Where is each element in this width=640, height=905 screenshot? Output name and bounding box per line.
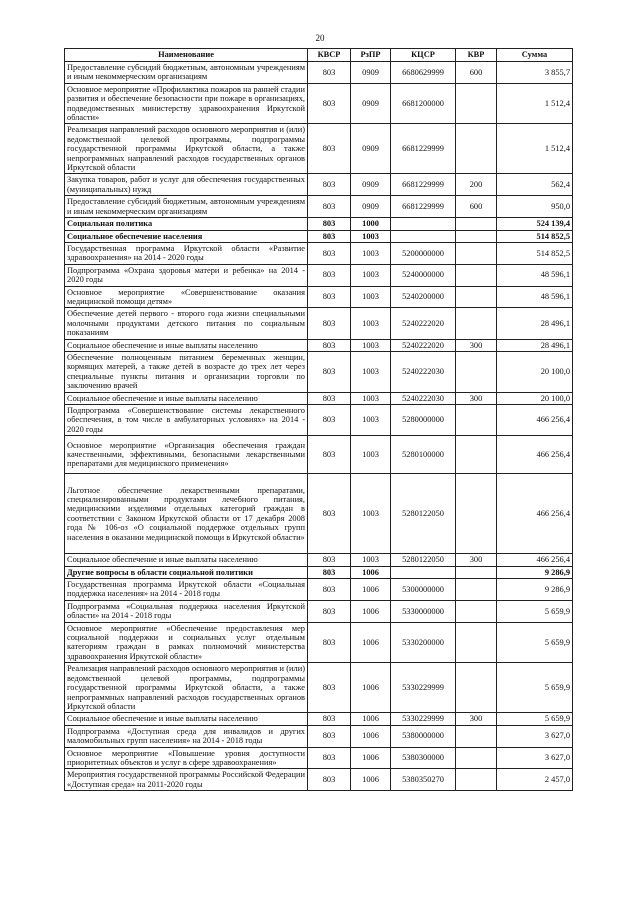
- cell-kvr: [456, 622, 497, 663]
- cell-kvsr: 803: [308, 474, 351, 554]
- cell-kcsr: 5240222030: [391, 392, 456, 404]
- cell-name: Основное мероприятие «Повышение уровня доступности приоритетных объектов и услуг в сфере здравоохранения»: [65, 747, 308, 769]
- cell-kcsr: 6681229999: [391, 196, 456, 218]
- cell-sum: 3 627,0: [497, 725, 573, 747]
- cell-kvsr: 803: [308, 351, 351, 392]
- cell-rzpr: 0909: [351, 196, 391, 218]
- cell-sum: 5 659,9: [497, 600, 573, 622]
- cell-name: Подпрограмма «Совершенствование системы лекарственного обеспечения, в том числе в амбулаторных условиях» на 2014 - 2020 годы: [65, 405, 308, 436]
- cell-name: Социальное обеспечение и иные выплаты населению: [65, 713, 308, 725]
- cell-kvr: [456, 600, 497, 622]
- cell-kvr: 300: [456, 554, 497, 566]
- table-row: [65, 725, 573, 747]
- cell-kvsr: 803: [308, 747, 351, 769]
- cell-rzpr: 0909: [351, 62, 391, 84]
- cell-sum: 48 596,1: [497, 264, 573, 286]
- cell-sum: 2 457,0: [497, 769, 573, 791]
- cell-kvr: [456, 579, 497, 601]
- cell-kcsr: 5280100000: [391, 436, 456, 474]
- table-row: [65, 124, 573, 174]
- table-row: [65, 339, 573, 351]
- cell-rzpr: 1006: [351, 769, 391, 791]
- cell-kcsr: 5380000000: [391, 725, 456, 747]
- cell-rzpr: 0909: [351, 124, 391, 174]
- cell-kvr: 300: [456, 392, 497, 404]
- cell-kcsr: 6681229999: [391, 124, 456, 174]
- cell-rzpr: 1003: [351, 554, 391, 566]
- cell-kvsr: 803: [308, 230, 351, 242]
- cell-kcsr: 5300000000: [391, 579, 456, 601]
- cell-kvsr: 803: [308, 663, 351, 713]
- cell-kvsr: 803: [308, 339, 351, 351]
- cell-kvsr: 803: [308, 392, 351, 404]
- cell-rzpr: 1006: [351, 725, 391, 747]
- cell-rzpr: 1003: [351, 242, 391, 264]
- cell-kcsr: 5330200000: [391, 622, 456, 663]
- cell-kvsr: 803: [308, 218, 351, 230]
- cell-kvsr: 803: [308, 554, 351, 566]
- table-row: [65, 174, 573, 196]
- header-kvr: КВР: [456, 49, 497, 62]
- table-row: [65, 196, 573, 218]
- table-row: [65, 242, 573, 264]
- cell-name: Социальное обеспечение и иные выплаты населению: [65, 339, 308, 351]
- cell-sum: 514 852,5: [497, 230, 573, 242]
- cell-name: Другие вопросы в области социальной политики: [65, 566, 308, 578]
- cell-sum: 20 100,0: [497, 392, 573, 404]
- table-row: [65, 566, 573, 578]
- cell-kvr: [456, 351, 497, 392]
- cell-kvsr: 803: [308, 286, 351, 308]
- table-row: [65, 600, 573, 622]
- cell-kvr: [456, 286, 497, 308]
- cell-sum: 5 659,9: [497, 622, 573, 663]
- cell-kvr: [456, 566, 497, 578]
- cell-sum: 950,0: [497, 196, 573, 218]
- cell-kvsr: 803: [308, 405, 351, 436]
- cell-rzpr: 1003: [351, 230, 391, 242]
- cell-name: Предоставление субсидий бюджетным, автономным учреждениям и иным некоммерческим организациям: [65, 196, 308, 218]
- cell-kcsr: 6681229999: [391, 174, 456, 196]
- cell-kvr: [456, 230, 497, 242]
- table-row: [65, 579, 573, 601]
- cell-kcsr: 5330000000: [391, 600, 456, 622]
- cell-name: Обеспечение детей первого - второго года жизни специальными молочными продуктами детского питания по социальным показаниям: [65, 308, 308, 339]
- cell-kvr: [456, 747, 497, 769]
- cell-kcsr: 5280000000: [391, 405, 456, 436]
- budget-table: [64, 48, 573, 791]
- cell-rzpr: 1006: [351, 713, 391, 725]
- cell-kvr: [456, 474, 497, 554]
- table-row: [65, 474, 573, 554]
- cell-kvr: [456, 218, 497, 230]
- cell-name: Предоставление субсидий бюджетным, автономным учреждениям и иным некоммерческим организациям: [65, 62, 308, 84]
- cell-kvsr: 803: [308, 725, 351, 747]
- cell-kcsr: 5330229999: [391, 663, 456, 713]
- cell-rzpr: 1003: [351, 392, 391, 404]
- cell-sum: 1 512,4: [497, 124, 573, 174]
- cell-name: Социальное обеспечение населения: [65, 230, 308, 242]
- cell-kvr: [456, 83, 497, 124]
- header-kcsr: КЦСР: [391, 49, 456, 62]
- table-row: [65, 554, 573, 566]
- cell-kvsr: 803: [308, 196, 351, 218]
- table-row: [65, 286, 573, 308]
- cell-sum: 5 659,9: [497, 663, 573, 713]
- cell-kvsr: 803: [308, 622, 351, 663]
- cell-name: Мероприятия государственной программы Российской Федерации «Доступная среда» на 2011-2020 годы: [65, 769, 308, 791]
- cell-rzpr: 1006: [351, 579, 391, 601]
- page-number: 20: [315, 33, 325, 43]
- cell-rzpr: 1003: [351, 308, 391, 339]
- cell-name: Государственная программа Иркутской области «Социальная поддержка населения» на 2014 - 2018 годы: [65, 579, 308, 601]
- cell-kcsr: [391, 230, 456, 242]
- table-row: [65, 747, 573, 769]
- cell-kcsr: 6681200000: [391, 83, 456, 124]
- cell-kvr: [456, 405, 497, 436]
- cell-name: Подпрограмма «Социальная поддержка населения Иркутской области» на 2014 - 2018 годы: [65, 600, 308, 622]
- cell-kcsr: [391, 218, 456, 230]
- cell-kvr: 600: [456, 62, 497, 84]
- cell-sum: 48 596,1: [497, 286, 573, 308]
- cell-name: Социальное обеспечение и иные выплаты населению: [65, 392, 308, 404]
- cell-kvsr: 803: [308, 713, 351, 725]
- cell-rzpr: 1006: [351, 622, 391, 663]
- table-row: [65, 436, 573, 474]
- cell-name: Реализация направлений расходов основного мероприятия и (или) ведомственной целевой программы, подпрограммы государственной программы Иркутской области, а также непрограммных направлений расходов государственных органов Иркутской области: [65, 663, 308, 713]
- cell-kvsr: 803: [308, 600, 351, 622]
- cell-name: Обеспечение полноценным питанием беременных женщин, кормящих матерей, а также детей в возрасте до трех лет через специальные пункты питания и организации торговли по заключению врачей: [65, 351, 308, 392]
- cell-sum: 20 100,0: [497, 351, 573, 392]
- cell-rzpr: 1006: [351, 600, 391, 622]
- cell-rzpr: 1003: [351, 264, 391, 286]
- header-rzpr: РзПР: [351, 49, 391, 62]
- cell-sum: 9 286,9: [497, 579, 573, 601]
- cell-rzpr: 1003: [351, 339, 391, 351]
- cell-kvr: 200: [456, 174, 497, 196]
- table-header-row: [65, 49, 573, 62]
- cell-kvsr: 803: [308, 174, 351, 196]
- cell-kcsr: 5380350270: [391, 769, 456, 791]
- cell-sum: 28 496,1: [497, 339, 573, 351]
- table-row: [65, 622, 573, 663]
- cell-sum: 3 855,7: [497, 62, 573, 84]
- cell-kcsr: 5330229999: [391, 713, 456, 725]
- cell-kvsr: 803: [308, 242, 351, 264]
- cell-rzpr: 1003: [351, 474, 391, 554]
- cell-kvsr: 803: [308, 579, 351, 601]
- table-row: [65, 405, 573, 436]
- cell-kvr: [456, 308, 497, 339]
- cell-name: Основное мероприятие «Обеспечение предоставления мер социальной поддержки и социальных услуг отдельным категориям граждан в рамках полномочий министерства здравоохранения Иркутской области»: [65, 622, 308, 663]
- cell-name: Основное мероприятие «Профилактика пожаров на ранней стадии развития и обеспечение безопасности при пожаре в организациях, подведомственных министерству здравоохранения Иркутской области»: [65, 83, 308, 124]
- cell-kvr: [456, 242, 497, 264]
- table-row: [65, 230, 573, 242]
- table-row: [65, 769, 573, 791]
- cell-name: Основное мероприятие «Совершенствование оказания медицинской помощи детям»: [65, 286, 308, 308]
- header-sum: Сумма: [497, 49, 573, 62]
- cell-rzpr: 1003: [351, 286, 391, 308]
- cell-kvsr: 803: [308, 124, 351, 174]
- table-row: [65, 264, 573, 286]
- table-row: [65, 308, 573, 339]
- cell-sum: 466 256,4: [497, 474, 573, 554]
- cell-name: Подпрограмма «Охрана здоровья матери и ребенка» на 2014 - 2020 годы: [65, 264, 308, 286]
- cell-kcsr: 5280122050: [391, 474, 456, 554]
- cell-sum: 5 659,9: [497, 713, 573, 725]
- cell-kcsr: 5240222030: [391, 351, 456, 392]
- cell-sum: 466 256,4: [497, 405, 573, 436]
- cell-rzpr: 0909: [351, 83, 391, 124]
- cell-sum: 28 496,1: [497, 308, 573, 339]
- cell-sum: 1 512,4: [497, 83, 573, 124]
- cell-name: Подпрограмма «Доступная среда для инвалидов и других маломобильных групп населения» на 2014 - 2018 годы: [65, 725, 308, 747]
- cell-rzpr: 0909: [351, 174, 391, 196]
- cell-rzpr: 1006: [351, 747, 391, 769]
- cell-sum: 3 627,0: [497, 747, 573, 769]
- cell-sum: 562,4: [497, 174, 573, 196]
- cell-kcsr: 5240000000: [391, 264, 456, 286]
- cell-kvsr: 803: [308, 436, 351, 474]
- cell-kcsr: 5240222020: [391, 339, 456, 351]
- table-row: [65, 351, 573, 392]
- cell-name: Государственная программа Иркутской области «Развитие здравоохранения» на 2014 - 2020 годы: [65, 242, 308, 264]
- cell-rzpr: 1003: [351, 436, 391, 474]
- cell-sum: 466 256,4: [497, 436, 573, 474]
- header-name: Наименование: [65, 49, 308, 62]
- cell-rzpr: 1000: [351, 218, 391, 230]
- cell-kcsr: 5200000000: [391, 242, 456, 264]
- cell-kvsr: 803: [308, 62, 351, 84]
- cell-kcsr: 5380300000: [391, 747, 456, 769]
- cell-name: Льготное обеспечение лекарственными препаратами, специализированными продуктами лечебного питания, медицинскими изделиями отдельных категорий граждан в соответствии с Законом Иркутской области от 17 декабря 2008 года № 106-оз «О социальной поддержке отдельных групп населения в оказании медицинской помощи в Иркутской области»: [65, 474, 308, 554]
- cell-kvr: [456, 264, 497, 286]
- table-row: [65, 713, 573, 725]
- table-body: [65, 62, 573, 791]
- cell-kvsr: 803: [308, 308, 351, 339]
- cell-kvr: [456, 436, 497, 474]
- cell-kvr: 300: [456, 713, 497, 725]
- cell-rzpr: 1003: [351, 405, 391, 436]
- cell-kvr: [456, 725, 497, 747]
- cell-kvr: 600: [456, 196, 497, 218]
- cell-name: Закупка товаров, работ и услуг для обеспечения государственных (муниципальных) нужд: [65, 174, 308, 196]
- cell-kcsr: [391, 566, 456, 578]
- table-row: [65, 218, 573, 230]
- cell-sum: 9 286,9: [497, 566, 573, 578]
- cell-kvr: [456, 124, 497, 174]
- cell-kvsr: 803: [308, 769, 351, 791]
- cell-kvsr: 803: [308, 566, 351, 578]
- table-row: [65, 663, 573, 713]
- cell-sum: 524 139,4: [497, 218, 573, 230]
- header-kvsr: КВСР: [308, 49, 351, 62]
- cell-kcsr: 5240200000: [391, 286, 456, 308]
- table-row: [65, 392, 573, 404]
- cell-kvr: [456, 663, 497, 713]
- cell-name: Реализация направлений расходов основного мероприятия и (или) ведомственной целевой программы, подпрограммы государственной программы Иркутской области, а также непрограммных направлений расходов государственных органов Иркутской области: [65, 124, 308, 174]
- cell-kcsr: 6680629999: [391, 62, 456, 84]
- cell-name: Основное мероприятие «Организация обеспечения граждан качественными, эффективными, безопасными лекарственными препаратами для медицинского применения»: [65, 436, 308, 474]
- cell-name: Социальное обеспечение и иные выплаты населению: [65, 554, 308, 566]
- cell-name: Социальная политика: [65, 218, 308, 230]
- cell-kvr: [456, 769, 497, 791]
- table-row: [65, 62, 573, 84]
- cell-rzpr: 1003: [351, 351, 391, 392]
- cell-kcsr: 5240222020: [391, 308, 456, 339]
- cell-rzpr: 1006: [351, 663, 391, 713]
- cell-kvr: 300: [456, 339, 497, 351]
- cell-sum: 514 852,5: [497, 242, 573, 264]
- cell-kvsr: 803: [308, 83, 351, 124]
- cell-kcsr: 5280122050: [391, 554, 456, 566]
- cell-kvsr: 803: [308, 264, 351, 286]
- cell-rzpr: 1006: [351, 566, 391, 578]
- cell-sum: 466 256,4: [497, 554, 573, 566]
- table-row: [65, 83, 573, 124]
